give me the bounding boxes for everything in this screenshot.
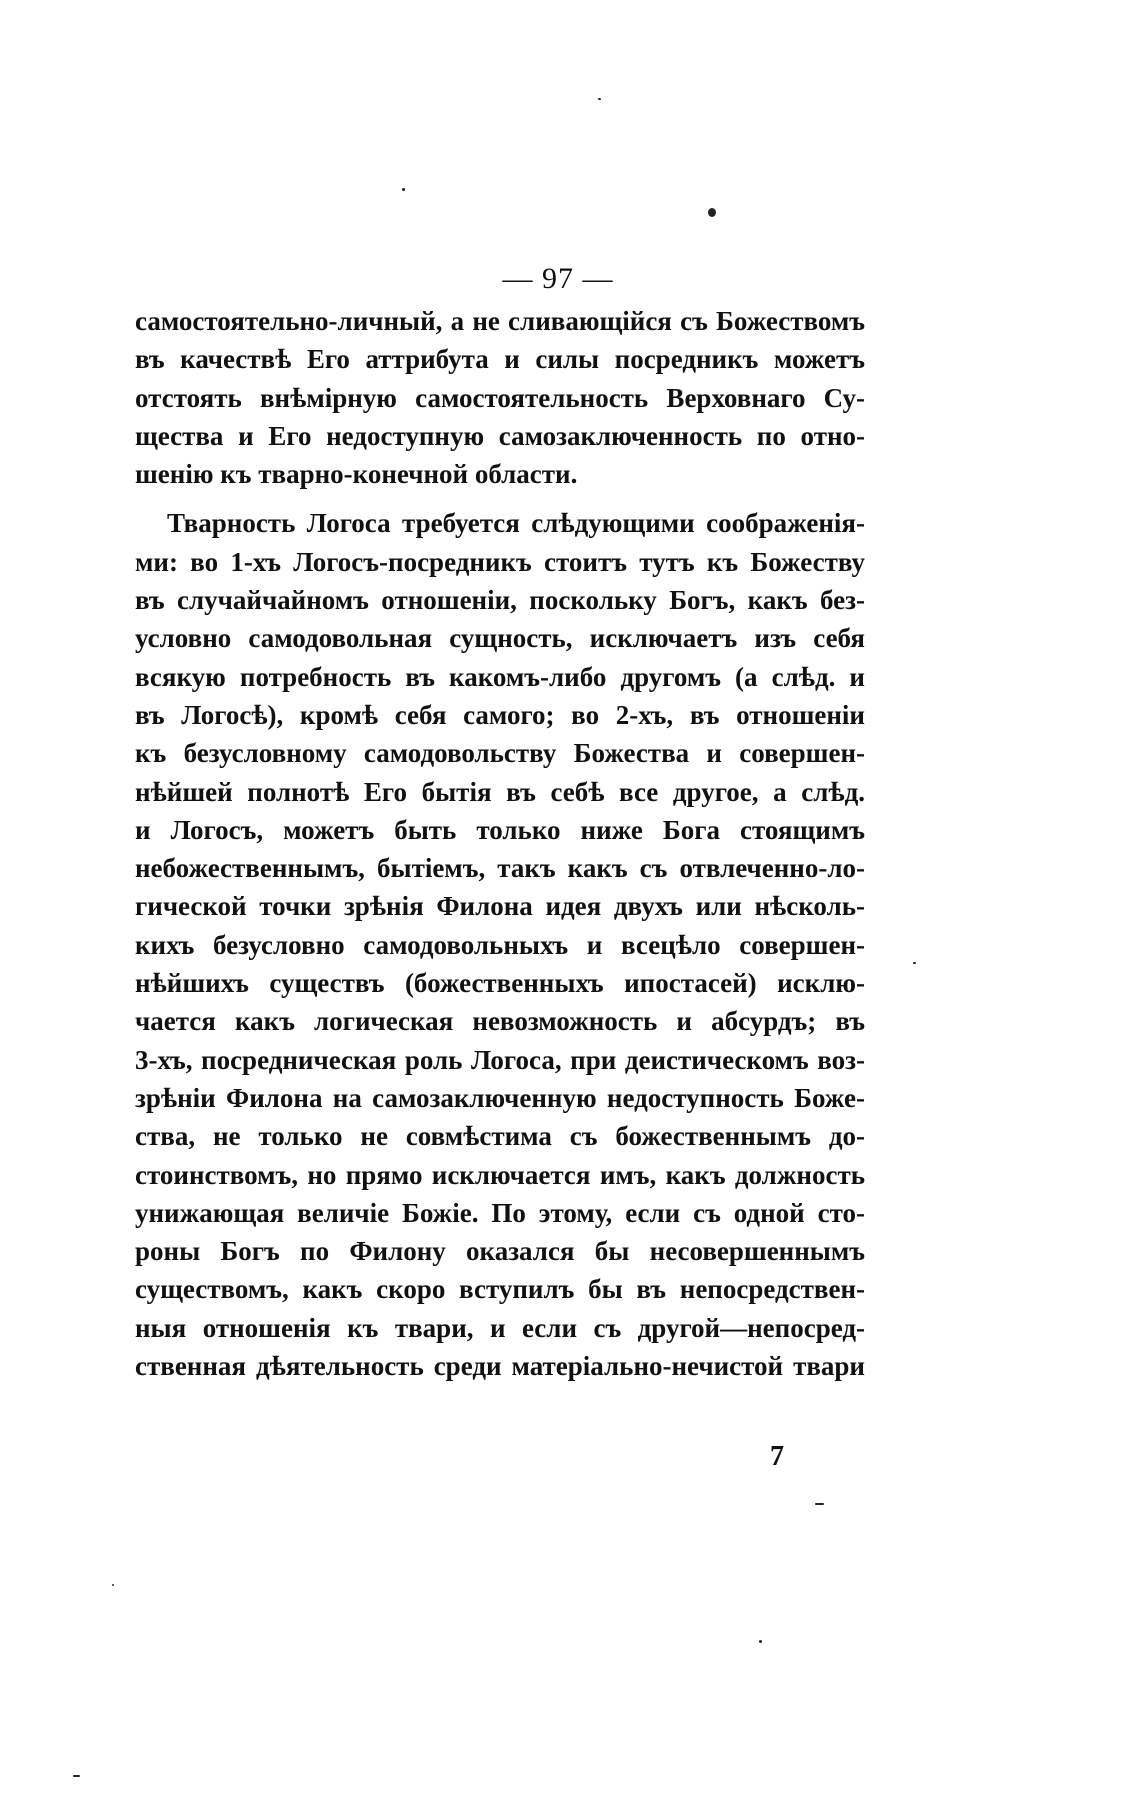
text-line: шенію къ тварно-конечной области. [135, 459, 578, 490]
text-line: къ безусловному самодовольству Божества и совершен- [135, 738, 865, 769]
text-line: унижающая величіе Божіе. По этому, если съ одной сто- [135, 1197, 865, 1228]
text-line: зрѣніи Филона на самозаключенную недоступность Боже- [135, 1082, 865, 1113]
text-line: существомъ, какъ скоро вступилъ бы въ непосредствен- [135, 1274, 865, 1305]
scan-speck [598, 98, 601, 100]
text-line: нѣйшихъ существъ (божественныхъ ипостасей) исклю- [135, 968, 865, 999]
body-text [135, 302, 865, 1385]
scan-speck [913, 962, 916, 964]
scan-speck [759, 1640, 762, 1643]
text-line: чается какъ логическая невозможность и абсурдъ; въ [135, 1006, 865, 1037]
text-line: стоинствомъ, но прямо исключается имъ, какъ должность [135, 1159, 865, 1190]
text-line: нѣйшей полнотѣ Его бытія въ себѣ все другое, а слѣд. [135, 776, 865, 807]
paragraph-2 [135, 504, 865, 1385]
text-line: въ случайчайномъ отношеніи, поскольку Богъ, какъ без- [135, 585, 865, 616]
text-line: 3-хъ, посредническая роль Логоса, при деистическомъ воз- [135, 1044, 865, 1075]
text-line: ныя отношенія къ твари, и если съ другой—непосред- [135, 1312, 865, 1343]
text-line: ства, не только не совмѣстима съ божественнымъ до- [135, 1121, 865, 1152]
text-line: отстоять внѣмірную самостоятельность Верховнаго Су- [135, 382, 865, 413]
text-line: ственная дѣятельность среди матеріально-нечистой твари [135, 1351, 865, 1382]
scan-speck [815, 1503, 824, 1505]
text-line: кихъ безусловно самодовольныхъ и всецѣло совершен- [135, 929, 865, 960]
text-line: и Логосъ, можетъ быть только ниже Бога стоящимъ [135, 814, 865, 845]
text-line: самостоятельно-личный, а не сливающійся съ Божествомъ [135, 306, 865, 336]
scan-speck [708, 208, 716, 217]
text-line: въ качествѣ Его аттрибута и силы посредникъ можетъ [135, 344, 865, 375]
paragraph-1 [135, 302, 865, 493]
text-line: щества и Его недоступную самозаключенность по отно- [135, 420, 865, 451]
page-number: — 97 — [502, 262, 614, 295]
text-line: Тварность Логоса требуется слѣдующими соображенія- [167, 508, 865, 539]
text-line: въ Логосѣ), кромѣ себя самого; во 2-хъ, въ отношеніи [135, 699, 865, 730]
text-line: всякую потребность въ какомъ-либо другомъ (а слѣд. и [135, 661, 865, 692]
scan-speck [73, 1775, 80, 1777]
scan-speck [112, 1584, 114, 1586]
scan-speck [402, 188, 405, 191]
paragraph-gap [135, 493, 865, 504]
text-line: ми: во 1-хъ Логосъ-посредникъ стоитъ тутъ къ Божеству [135, 546, 865, 577]
text-line: роны Богъ по Филону оказался бы несовершеннымъ [135, 1236, 865, 1267]
text-line: гической точки зрѣнія Филона идея двухъ или нѣсколь- [135, 891, 865, 922]
text-line: условно самодовольная сущность, исключаетъ изъ себя [135, 623, 865, 654]
signature-mark: 7 [770, 1441, 784, 1472]
text-line: небожественнымъ, бытіемъ, такъ какъ съ отвлеченно-ло- [135, 853, 865, 884]
